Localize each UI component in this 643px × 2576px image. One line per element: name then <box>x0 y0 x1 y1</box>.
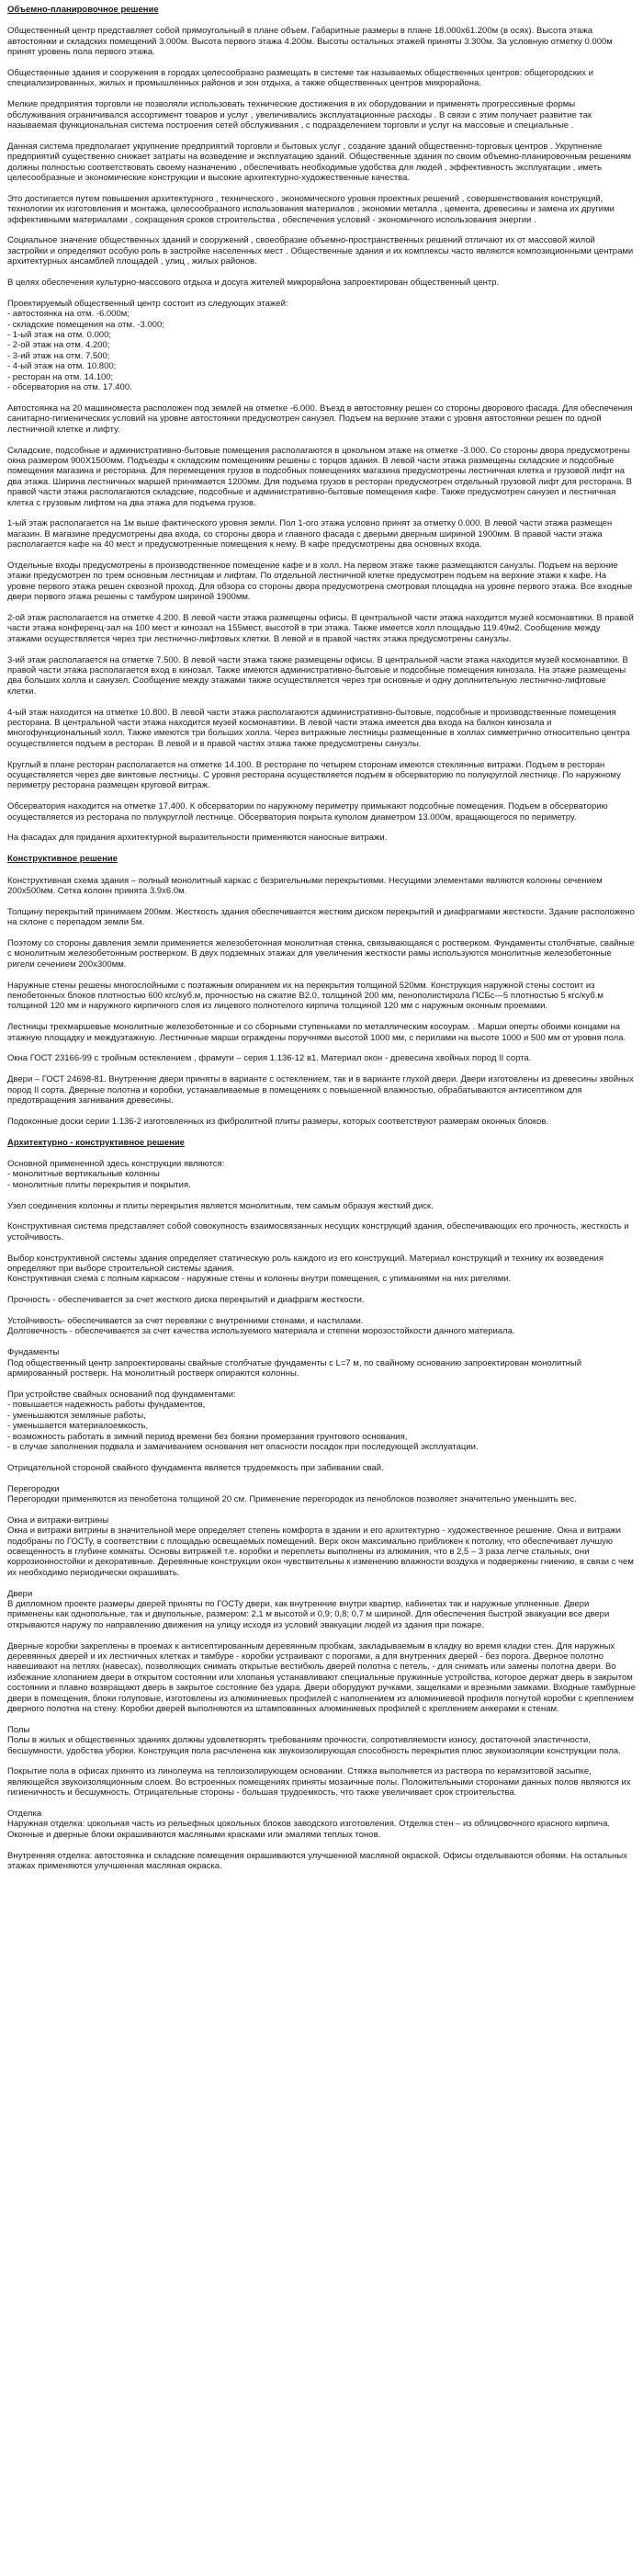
paragraph: Дверные коробки закреплены в проемах к антисептированным деревянным пробкам, закладываемым в кладку во время кладки стен. Для наружных деревянных дверей и их лестничных клетках и тамбуре - коробки устраивают с порогами, а для внутренних дверей - без порога. Дверное полотно навешивают на петлях (навесах), позволяющих снимать открытые вестибюль дверей полотна с петель, - для снимать или замены полотна двери. Во избежание хлопанием двери в открытом состоянии или хлопанья устанавливают специальные пружинные устройства, которое держат дверь в закрытом состоянии и плавно возвращают дверь в закрытое состояние без удара. Двери оборудуют ручками, защелками и врезными замками. Входные тамбурные двери в помещения, блоки голуповые, изготовлены из алюминиевых профилей с наполнением из алюминиевой профиля погнутой коробки с креплением дверного полотна на стену. Коробки дверей выполняются из штампованных алюминиевых профилей с креплением анкерами к стенам. <box>7 1640 637 1714</box>
paragraph: 2-ой этаж располагается на отметке 4.200. В левой части этажа размещены офисы. В центральной части этажа находится музей космонавтики. В правой части этажа конференц-зал на 100 мест и кинозал на 155мест, высотой в три этажа. Также имеется холл площадью 119.49м2. Сообщение между этажами осуществляется через три лестнично-лифтовых клетки. В левой и в правой частях этажа предусмотрены санузлы. <box>7 612 634 644</box>
page-title: Объемно-планировочное решение <box>7 5 159 15</box>
text-list <box>7 1484 636 1505</box>
list-intro: Полы <box>7 1724 30 1735</box>
list-intro: Основной примененной здесь конструкции являются: <box>7 1159 225 1170</box>
list-intro: При устройстве свайных оснований под фундаментами: <box>7 1389 236 1400</box>
paragraph-group <box>7 1254 636 1285</box>
list-item: - обсерватория на отм. 17.400. <box>7 382 132 393</box>
paragraph: Поэтому со стороны давления земли применяется железобетонная монолитная стенка, связывающаяся с ростверком. Фундаменты столбчатые, свайные с монолитным железобетонным ростверком. В двух подземных этажах для увеличения жесткости рамы используются монолитные железобетонные ригели сечением 200х300мм. <box>7 938 635 970</box>
paragraph: Общественные здания и сооружения в городах целесообразно размещать в системе так называемых общественных центров: общегородских и специализированных, жилых и промышленных районов и зон отдыха, а также общественных центров микрорайона. <box>7 68 593 89</box>
paragraph: Отрицательной стороной свайного фундамента является трудоемкость при забивании свай. <box>7 1462 384 1473</box>
paragraph: Толщину перекрытий принимаем 200мм. Жесткость здания обеспечивается жестким диском перекрытий и диафрагмами жесткости. Здание расположено на склоне с перепадом земли 5м. <box>7 906 635 928</box>
list-item: - складские помещения на отм. -3.000; <box>7 319 164 330</box>
paragraph: 4-ый этаж находится на отметке 10.800. В левой части этажа располагаются административно-бытовые, подсобные и производственные помещения ресторана. В центральной части этажа находится музей космонавтики. В левой части этажа имеется два входа на балкон кинозала и многофункциональный холл. Также имеются три больших холла. Через витражные лестницы размещенные в холлах симметрично относительно центра осуществляется подъем в ресторан. В левой и в правой частях этажа также предусмотрены санузлы. <box>7 707 630 749</box>
paragraph: Двери – ГОСТ 24698-81. Внутренние двери приняты в варианте с остеклением, так и в варианте глухой двери. Двери изготовлены из древесины хвойных пород II сорта. Дверные полотна и коробки, устанавливаемые в помещениях с повышенной влажностью, обрабатываются антисептиком для предотвращения загнивания древесины. <box>7 1074 634 1106</box>
text-list <box>7 1589 636 1631</box>
list-item: - монолитные вертикальные колонны <box>7 1169 160 1180</box>
section-heading: Конструктивное решение <box>7 854 118 865</box>
list-item: - 2-ой этаж на отм. 4.200; <box>7 340 110 351</box>
list-item: В дипломном проекте размеры дверей приняты по ГОСТу двери, как внутренние внутри квартир, кабинетах так и наружные уплненные. Двери применены как однопольные, так и двупольные, размером: 2,1 м высотой и 0,9; 0,8; 0,7 м шириной. Для обеспечения быстрой эвакуации все двери открываются наружу по направлению движения на улицу исходя из условий эвакуации людей из здания при пожаре. <box>7 1598 610 1630</box>
list-item: - 4-ый этаж на отм. 10.800; <box>7 361 117 372</box>
paragraph: Складские, подсобные и административно-бытовые помещения располагаются в цокольном этаже на отметке -3.000. Со стороны двора предусмотрены окна размером 900Х1500мм. Подъезды к складским помещениям решены с торцов здания. В левой части этажа размещены складские и подсобные помещения магазина и ресторана. Для перемещения грузов в подсобных помещениях магазина предусмотрены лестничная клетка и грузовой лифт на два этажа. Ширина лестничных маршей принимается 1200мм. Для подъема грузов в ресторан предусмотрен отдельный грузовой лифт для ресторана. В правой части этажа располагаются складские, подсобные и административно-бытовые помещения кафе. Также предусмотрен санузел и лестничная клетка с грузовым лифтом на два этажа для подъема грузов. <box>7 445 632 508</box>
paragraph: 1-ый этаж располагается на 1м выше фактического уровня земли. Пол 1-ого этажа условно принят за отметку 0.000. В левой части этажа размещен магазин. В магазине предусмотрены два входа, со стороны двора и главного фасада с дверьми дверным шириной 1900мм. В правой части этажа располагается кафе на 40 мест и предусмотренные помещения к нему. В кафе предусмотрены два основных входа. <box>7 518 613 550</box>
paragraph: Обсерватория находится на отметке 17.400. К обсерватории по наружному периметру примыкают подсобные помещения. Подъем в обсерваторию осуществляется из ресторана по полукруглой лестнице. Обсерватория покрыта куполом диаметром 13.000м, вращающегося по периметру. <box>7 801 608 823</box>
paragraph: Прочность - обеспечивается за счет жесткого диска перекрытий и диафрагм жесткости. <box>7 1295 365 1306</box>
list-item: Наружная отделка: цокольная часть из рельефных цокольных блоков заводского изготовления. Отделка стен – из облицовочного красного кирпича. Оконные и дверные блоки окрашиваются масляными красками или эмалями теплых тонов. <box>7 1819 610 1840</box>
list-intro: Перегородки <box>7 1483 60 1494</box>
list-item: - уменьшаются земляные работы, <box>7 1410 146 1421</box>
document-section <box>7 854 636 1127</box>
paragraph-line: Устойчивость- обеспечивается за счет перевязки с внутренними стенами, и настилами. <box>7 1316 364 1327</box>
paragraph: 3-ий этаж располагается на отметке 7.500. В левой части этажа также размещены офисы. В центральной части этажа находится музей космонавтики. В правой части этажа располагается вход в кинозал. Также имеются административно-бытовые и подсобные помещения кинозала. На этаже размещены два больших холла и санузел. Сообщение между этажами также осуществляется через три основные и одну доплнительную лестнично-лифтовые клетки. <box>7 654 628 697</box>
list-intro: Окна и витражи-витрины <box>7 1515 109 1526</box>
text-list <box>7 1159 636 1190</box>
text-list <box>7 1515 636 1578</box>
list-intro: Двери <box>7 1588 33 1599</box>
paragraph: В целях обеспечения культурно-массового отдыха и досуга жителей микрорайона запроектирован общественный центр. <box>7 278 500 289</box>
list-intro: Отделка <box>7 1809 42 1820</box>
paragraph-line: Конструктивная схема с полным каркасом - наружные стены и колонны внутри помещения, с упиманиями на них ригелями. <box>7 1274 512 1285</box>
text-list <box>7 299 636 393</box>
list-item: Перегородки применяются из пенобетона толщиной 20 см. Применение перегородок из пеноблоков позволяет значительно уменьшить вес. <box>7 1493 577 1504</box>
document-section <box>7 26 636 843</box>
paragraph: Социальное значение общественных зданий и сооружений , своеобразие объемно-пространственных решений отличают их от массовой жилой застройки и определяют особую роль в застройке населенных мест . Общественные здания и их комплексы часто являются композиционными центрами архитектурных ансамблей площадей , улиц , жилых районов. <box>7 235 634 267</box>
document-section <box>7 1138 636 1872</box>
paragraph-line: Выбор конструктивной системы здания определяет статическую роль каждого из его конструкций. Материал конструкций и технику их возведения определяют при выборе строительной системы здания. <box>7 1253 604 1275</box>
text-list <box>7 1809 636 1840</box>
list-item: - монолитные плиты перекрытия и покрытия. <box>7 1179 191 1190</box>
list-item: - повышается надежность работы фундаментов, <box>7 1400 206 1411</box>
list-item: - уменьшается материалоемкость, <box>7 1421 149 1432</box>
list-item: - в случае заполнения подвала и замачиванием основания нет опасности посадок при последующей эксплуатации. <box>7 1441 479 1452</box>
text-list <box>7 1390 636 1452</box>
list-item: - 1-ый этаж на отм. 0.000; <box>7 330 112 341</box>
paragraph: Наружные стены решены многослойными с поэтажным опиранием их на перекрытия толщиной 520мм. Конструкция наружной стены состоит из пенобетонных блоков плотностью 600 кгс/куб.м, прочностью на сжатие В2.0, толщиной 200 мм, пенополистирола ПСБс—5 плотностью 5 кгс/куб.м толщиной 120 мм и наружного кирпичного слоя из лицевого полнотелого кирпича толщиной 120 мм с наружным оконным проемами. <box>7 980 604 1012</box>
list-item: - 3-ий этаж на отм. 7.500; <box>7 350 110 361</box>
paragraph: Покрытие пола в офисах принято из линолеума на теплоизолирующем основании. Стяжка выполняется из раствора по керамзитовой засыпке, являющейся звукоизоляционным слоем. Во встроенных помещениях приняты мозаичные полы. Положительными сторонами данных полов являются их гигиеничность и бесшумность. Отрицательные стороны - большая трудоемкость, что также увеличивает срок строительства. <box>7 1766 631 1799</box>
list-intro: Фундаменты <box>7 1347 60 1358</box>
section-heading: Архитектурно - конструктивное решение <box>7 1137 185 1148</box>
paragraph: На фасадах для придания архитектурной выразительности применяются наносные витражи. <box>7 833 388 844</box>
list-item: Под общественный центр запроектированы свайные столбчатые фундаменты с L=7 м, по свайному основанию запроектирован монолитный армированный ростверк. На монолитный ростверк опираются колонны. <box>7 1357 582 1379</box>
paragraph: Отдельные входы предусмотрены в производственное помещение кафе и в холл. На первом этаже также размещаются санузлы. Подъем на верхние этажи предусмотрен по трем основным лестницам и лифтам. По отдельной лестничной клетке предусмотрен подъем на верхние этажи к кафе. На уровне первого этажа решен сквозной проход. Для обзора со стороны двора предусмотрена смотровая площадка на уровне первого этажа. Все входные двери первого этажа решены с тамбуром шириной 1900мм. <box>7 560 633 603</box>
list-item: Окна и витражи витрины в значительной мере определяет степень комфорта в здании и его архитектурно - художественное решение. Окна и витражи подобраны по ГОСТу, в соответствии с площадью освещаемых помещений. Верх окон максимально приближен к потолку, что обеспечивает лучшую освещенность в глубине комнаты. Основы витражей т.е. коробки и переплеты выполнены из алюминия, что в 2,5 – 3 раза легче стальных, они коррозионностойки и декоративные. Деревянные конструкции окон чувствительны к изменению влажности воздуха и подвержены гниению, в связи с чем их необходимо периодически окрашивать. <box>7 1526 634 1578</box>
document-content <box>7 26 636 1871</box>
paragraph: Общественный центр представляет собой прямоугольный в плане объем. Габаритные размеры в плане 18.000х61.200м (в осях). Высота этажа автостоянки и складских помещений 3.000м. Высота первого этажа 4.200м. Высоты остальных этажей приняты 3.300м. За условную отметку 0.000м принят уровень пола первого этажа. <box>7 26 613 58</box>
paragraph: Подоконные доски серии 1.136-2 изготовленных из фибролитной плиты размеры, которых соответствуют размерам оконных блоков. <box>7 1116 549 1127</box>
list-intro: Проектируемый общественный центр состоит из следующих этажей: <box>7 298 288 309</box>
text-list <box>7 1347 636 1379</box>
paragraph: Внутренняя отделка: автостоянка и складские помещения окрашиваются улучшенной масляной окраской. Офисы отделываются обоями. На остальных этажах применяются улучшенная масляная окраска. <box>7 1850 627 1872</box>
list-item: - автостоянка на отм. -6.000м; <box>7 309 130 320</box>
paragraph: Мелкие предприятия торговли не позволяли использовать технические достижения в их оборудовании и применять прогрессивные формы обслуживания ограничивался ассортимент товаров и услуг , увеличивались эксплуатационные расходы . В связи с этим получает развитие так называемая функциональная система построения сетей обслуживания , с подразделением торговли и услуг на массовые и специальные . <box>7 99 592 131</box>
paragraph: Окна ГОСТ 23166-99 с тройным остеклением , фрамуги – серия 1.136-12 в1. Материал окон - древесина хвойных пород II сорта. <box>7 1053 532 1064</box>
list-item: Полы в жилых и общественных зданиях должны удовлетворять требованиям прочности, сопротивляемости износу, достаточной эластичности, бесшумности, удобства уборки. Конструкция пола расчленена как звукоизолирующая способность перекрытия плюс звукоизоляции конструкции пола. <box>7 1735 621 1756</box>
text-list <box>7 1725 636 1756</box>
list-item: - возможность работать в зимний период времени без боязни промерзания грунтового основания, <box>7 1431 408 1442</box>
paragraph: Круглый в плане ресторан располагается на отметке 14.100. В ресторане по четырем сторонам имеются стеклянные витражи. Подъем в ресторан осуществляется через две винтовые лестницы. С уровня ресторана осуществляется подъем в обсерваторию по полукруглой лестнице. По наружному периметру ресторана размещен круговой витраж. <box>7 759 621 791</box>
list-item: - ресторан на отм. 14.100; <box>7 371 114 382</box>
paragraph: Это достигается путем повышения архитектурного , технического , экономического уровня проектных решений , совершенствования конструкций, технологии их изготовления и монтажа, целесообразного использования материалов , экономии металла , цемента, древесины и замена их другими эффективными материалами , сокращения сроков строительства , обеспечения условий - экономичного использования энергии . <box>7 193 615 225</box>
paragraph-group <box>7 1316 636 1337</box>
paragraph-line: Долговечность - обеспечивается за счет качества используемого материала и степени морозостойкости данного материала. <box>7 1326 515 1337</box>
paragraph: Конструктивная схема здания – полный монолитный каркас с безригельными перекрытиями. Несущими элементами являются колонны сечением 200х500мм. Сетка колонн принята 3.9х6.0м. <box>7 875 603 897</box>
paragraph: Лестницы трехмаршевые монолитные железобетонные и со сборными ступеньками по металлическим косоурам. . Марши оперты обоими концами на этажную площадку и междуэтажную. Лестничные марши ограждены поручнями высотой 1000 мм, с перилами на высоте 1000 и 500 мм от уровня пола. <box>7 1022 626 1043</box>
paragraph: Узел соединения колонны и плиты перекрытия является монолитным, тем самым образуя жесткий диск. <box>7 1200 434 1211</box>
paragraph: Автостоянка на 20 машиноместа расположен под землей на отметке -6.000. Въезд в автостоянку решен со стороны дворового фасада. Для обеспечения санитарно-гигиенических условий на уровне автостоянки предусмотрен санузел. Подъем на верхние этажи с уровня автостоянки решен по одной лестничной клетке и лифту. <box>7 403 633 435</box>
paragraph: Данная система предполагает укрупнение предприятий торговли и бытовых услуг , создание зданий общественно-торговых центров . Укрупнение предприятий существенно снижает затраты на возведение и эксплуатацию зданий. Общественные здания по своим объемно-планировочным решениям должны полностью соответствовать своему назначению , обеспечивать необходимые удобства для людей , эффективность эксплуатации , иметь целесообразные и экономические конструкции и высокие архитектурно-художественные качества. <box>7 141 632 184</box>
paragraph: Конструктивная система представляет собой совокупность взаимосвязанных несущих конструкций здания, обеспечивающих его прочность, жесткость и устойчивость. <box>7 1221 629 1243</box>
